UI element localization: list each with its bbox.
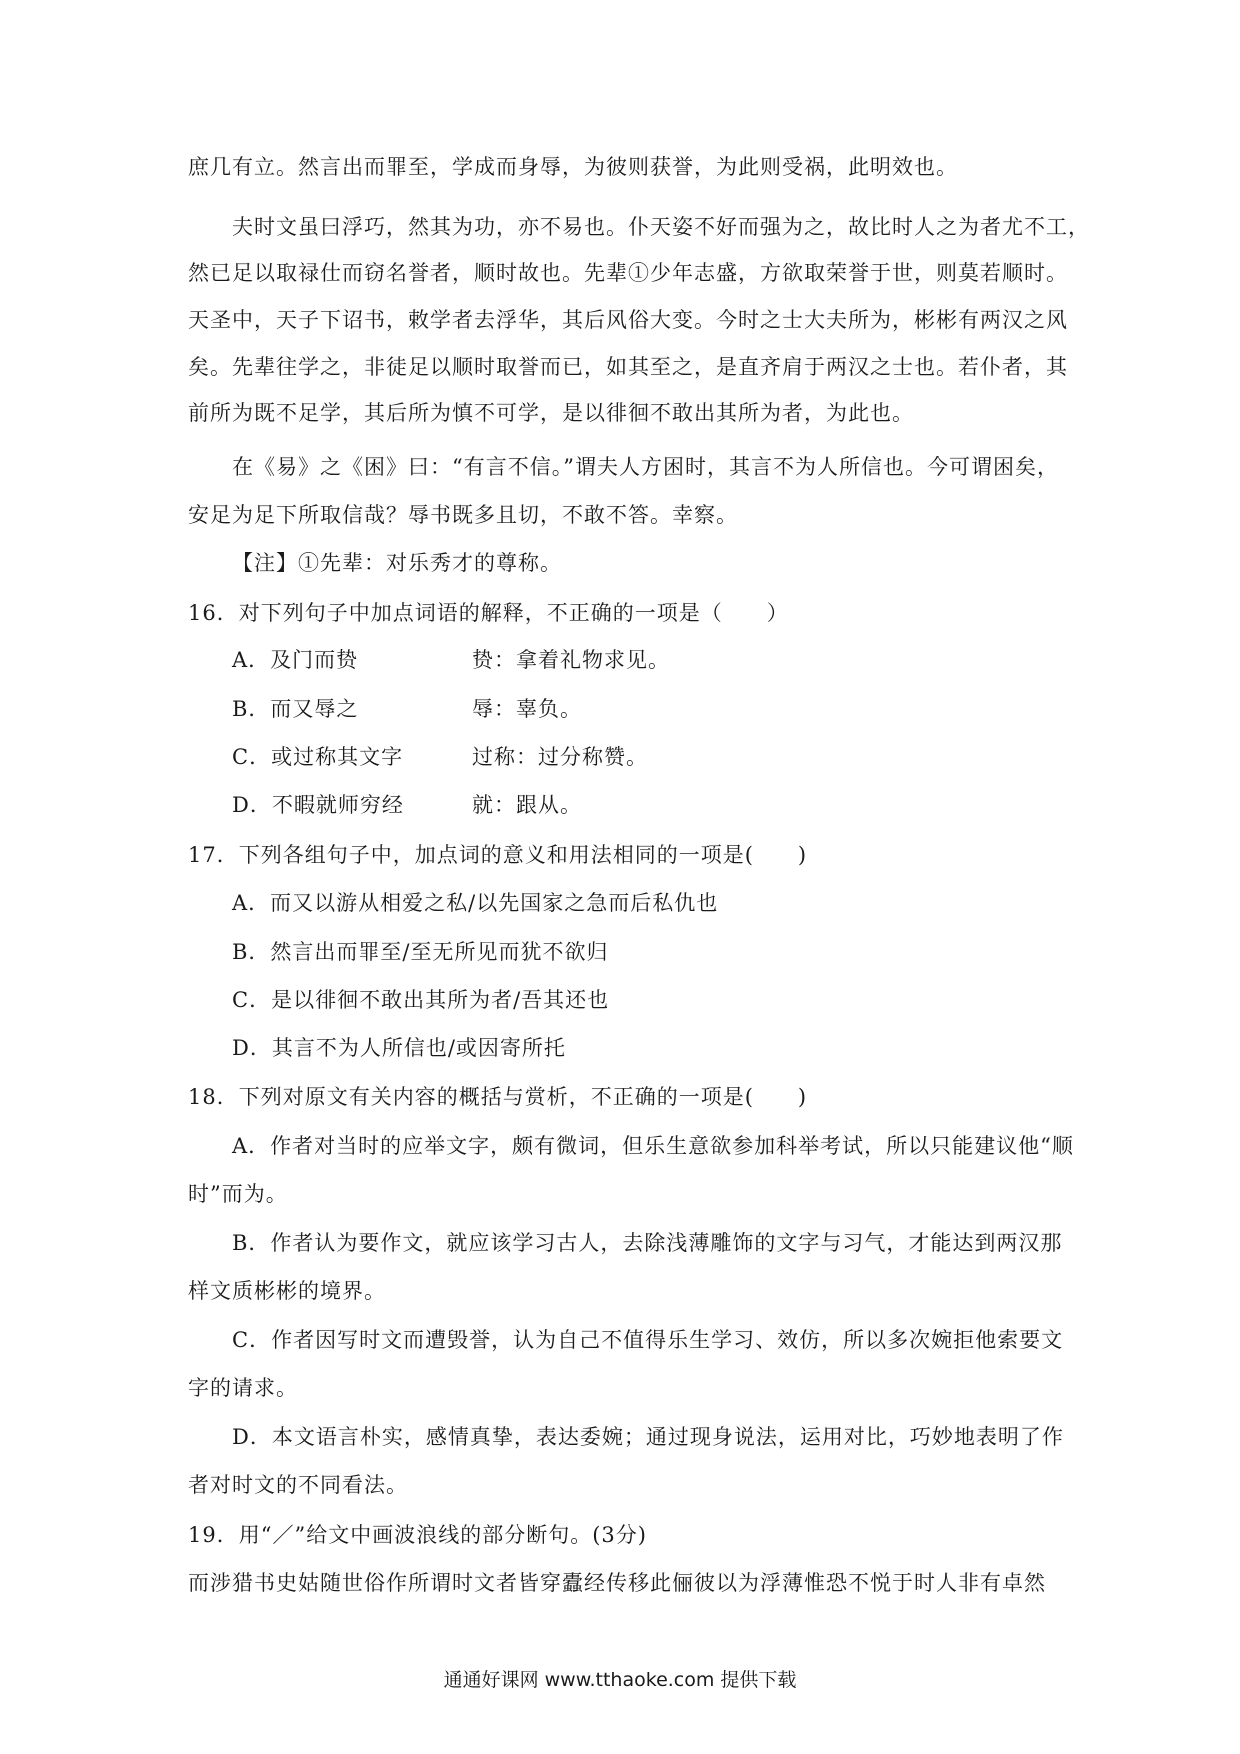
- q17-option-d: D．其言不为人所信也/或因寄所托: [232, 1036, 566, 1060]
- q16-option-b: [232, 694, 1102, 724]
- q18-option-a: A．作者对当时的应举文字，颇有微词，但乐生意欲参加科举考试，所以只能建议他“顺: [232, 1134, 1074, 1158]
- q18-option-b: B．作者认为要作文，就应该学习古人，去除浅薄雕饰的文字与习气，才能达到两汉那: [232, 1231, 1063, 1255]
- passage-line: 前所为既不足学，其后所为慎不可学，是以徘徊不敢出其所为者，为此也。: [188, 401, 914, 425]
- q18-option-c: C．作者因写时文而遭毁誉，认为自己不值得乐生学习、效仿，所以多次婉拒他索要文: [232, 1328, 1064, 1352]
- q17-option-c: C．是以徘徊不敢出其所为者/吾其还也: [232, 988, 610, 1012]
- question-17-stem: 17．下列各组句子中，加点词的意义和用法相同的一项是( ): [188, 843, 808, 867]
- option-gloss: 贽：拿着礼物求见。: [472, 648, 670, 672]
- q16-option-a: [232, 645, 1102, 675]
- question-16-stem: 16．对下列句子中加点词语的解释，不正确的一项是（ ）: [188, 601, 789, 625]
- option-text: A．及门而贽: [232, 648, 359, 672]
- question-19-stem: 19．用“／”给文中画波浪线的部分断句。(3分): [188, 1523, 647, 1547]
- option-text: D．不暇就师穷经: [232, 793, 404, 817]
- passage-line: 安足为足下所取信哉？辱书既多且切，不敢不答。幸察。: [188, 503, 738, 527]
- option-gloss: 过称：过分称赞。: [472, 745, 648, 769]
- option-text: B．而又辱之: [232, 697, 359, 721]
- q18-option-a-cont: 时”而为。: [188, 1182, 288, 1206]
- q18-option-c-cont: 字的请求。: [188, 1376, 298, 1400]
- q18-option-d: D．本文语言朴实，感情真挚，表达委婉；通过现身说法，运用对比，巧妙地表明了作: [232, 1425, 1064, 1449]
- q16-option-d: [232, 790, 1102, 820]
- passage-line: 天圣中，天子下诏书，敕学者去浮华，其后风俗大变。今时之士大夫所为，彬彬有两汉之风: [188, 308, 1068, 332]
- page-footer: 通通好课网 www.tthaoke.com 提供下载: [443, 1669, 797, 1691]
- footnote: 【注】①先辈：对乐秀才的尊称。: [232, 551, 562, 575]
- question-19-text: 而涉猎书史姑随世俗作所谓时文者皆穿蠹经传移此俪彼以为浮薄惟恐不悦于时人非有卓然: [188, 1571, 1046, 1595]
- passage-line: 庶几有立。然言出而罪至，学成而身辱，为彼则获誉，为此则受祸，此明效也。: [188, 155, 958, 179]
- option-text: C．或过称其文字: [232, 745, 404, 769]
- q18-option-b-cont: 样文质彬彬的境界。: [188, 1279, 386, 1303]
- q16-option-c: [232, 742, 1102, 772]
- passage-line: 然已足以取禄仕而窃名誉者，顺时故也。先辈①少年志盛，方欲取荣誉于世，则莫若顺时。: [188, 261, 1068, 285]
- q17-option-a: A．而又以游从相爱之私/以先国家之急而后私仇也: [232, 891, 719, 915]
- option-gloss: 就：跟从。: [472, 793, 582, 817]
- q17-option-b: B．然言出而罪至/至无所见而犹不欲归: [232, 940, 609, 964]
- option-gloss: 辱：辜负。: [472, 697, 582, 721]
- passage-line: 夫时文虽曰浮巧，然其为功，亦不易也。仆天姿不好而强为之，故比时人之为者尤不工，: [232, 215, 1090, 239]
- q18-option-d-cont: 者对时文的不同看法。: [188, 1473, 408, 1497]
- passage-line: 在《易》之《困》曰：“有言不信。”谓夫人方困时，其言不为人所信也。今可谓困矣，: [232, 455, 1059, 479]
- question-18-stem: 18．下列对原文有关内容的概括与赏析，不正确的一项是( ): [188, 1085, 808, 1109]
- passage-line: 矣。先辈往学之，非徒足以顺时取誉而已，如其至之，是直齐肩于两汉之士也。若仆者，其: [188, 355, 1068, 379]
